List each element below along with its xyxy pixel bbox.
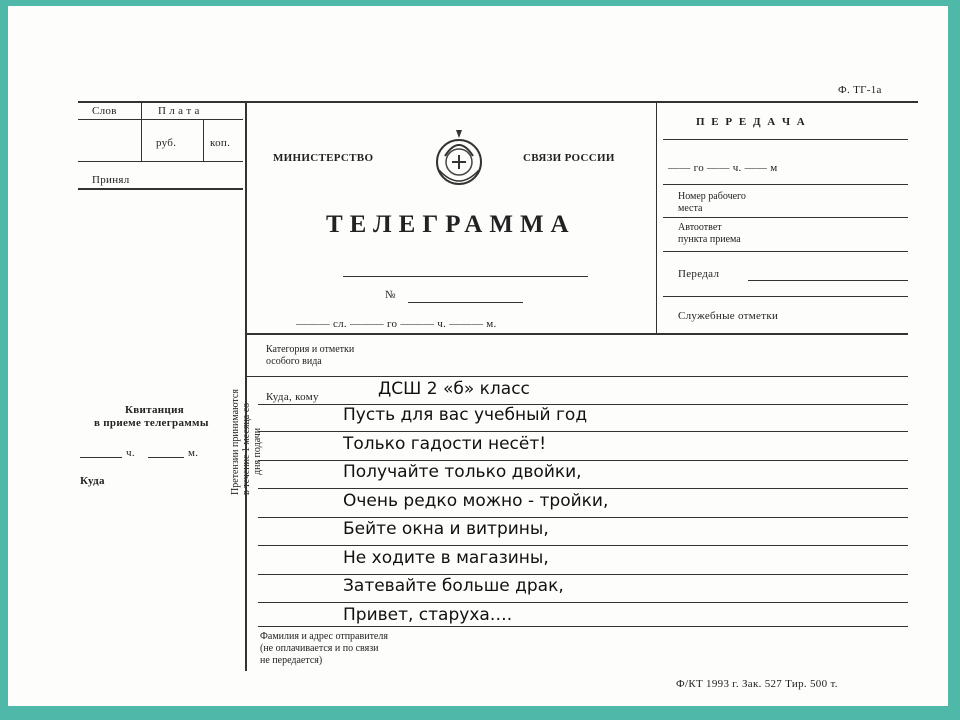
avto-label-2: пункта приема xyxy=(678,234,741,245)
ministry-label: МИНИСТЕРСТВО xyxy=(273,152,374,164)
message-line: Не ходите в магазины, xyxy=(343,548,549,568)
hours-label: ч. xyxy=(126,447,135,459)
telegram-form xyxy=(8,6,948,706)
peredal-label: Передал xyxy=(678,268,720,280)
message-line: Получайте только двойки, xyxy=(343,462,582,482)
message-line: Только гадости несёт! xyxy=(343,434,547,454)
kuda-label: Куда xyxy=(80,475,105,487)
peredal-line xyxy=(748,280,908,281)
slov-label: Слов xyxy=(92,105,117,117)
time-line xyxy=(80,457,122,458)
right-rule xyxy=(663,217,908,218)
priyal-label: Принял xyxy=(92,174,130,186)
sluzh-label: Служебные отметки xyxy=(678,310,779,322)
right-rule xyxy=(663,251,908,252)
right-divider xyxy=(656,101,657,333)
left-rule xyxy=(78,119,243,120)
message-line: Бейте окна и витрины, xyxy=(343,519,549,539)
receipt-title: Квитанция xyxy=(125,404,184,416)
time-line xyxy=(148,457,184,458)
body-rule xyxy=(258,488,908,489)
body-rule xyxy=(258,431,908,432)
body-rule xyxy=(258,517,908,518)
center-time-line: ——— сл. ——— го ——— ч. ——— м. xyxy=(296,318,497,330)
claims-line: в течение 1 месяца со xyxy=(241,402,252,495)
body-top-rule xyxy=(245,333,908,335)
right-rule xyxy=(663,184,908,185)
body-rule xyxy=(258,460,908,461)
coat-of-arms-icon xyxy=(425,126,493,194)
sender-label: Фамилия и адрес отправителя xyxy=(260,631,388,642)
message-line: Привет, старуха…. xyxy=(343,605,513,625)
category-label-2: особого вида xyxy=(266,356,322,367)
sender-label-3: не передается) xyxy=(260,655,323,666)
form-code: Ф. ТГ-1а xyxy=(838,84,882,96)
left-divider xyxy=(141,101,142,161)
right-rule xyxy=(663,139,908,140)
nomer-label: Номер рабочего xyxy=(678,191,746,202)
message-line: Затевайте больше драк, xyxy=(343,576,564,596)
message-line: Очень редко можно - тройки, xyxy=(343,491,609,511)
avto-label: Автоответ xyxy=(678,222,722,233)
nomer-label-2: места xyxy=(678,203,703,214)
message-line: Пусть для вас учебный год xyxy=(343,405,588,425)
right-time-line: —— го —— ч. —— м xyxy=(668,162,778,174)
left-rule xyxy=(78,161,243,162)
top-rule xyxy=(78,101,918,103)
body-rule xyxy=(245,376,908,377)
claims-line: дня подачи xyxy=(252,427,263,475)
sender-label-2: (не оплачивается и по связи xyxy=(260,643,379,654)
receipt-subtitle: в приеме телеграммы xyxy=(94,417,209,429)
rub-label: руб. xyxy=(156,137,177,149)
category-label: Категория и отметки xyxy=(266,344,355,355)
right-rule xyxy=(663,296,908,297)
number-label: № xyxy=(385,289,396,301)
body-rule xyxy=(258,545,908,546)
body-rule xyxy=(258,626,908,627)
minutes-label: м. xyxy=(188,447,199,459)
svyazi-label: СВЯЗИ РОССИИ xyxy=(523,152,615,164)
title-rule xyxy=(343,276,588,277)
kop-label: коп. xyxy=(210,137,231,149)
peredacha-label: П Е Р Е Д А Ч А xyxy=(696,116,807,128)
main-divider xyxy=(245,101,247,671)
telegram-title: ТЕЛЕГРАММА xyxy=(326,211,576,238)
footer-print-info: Ф/КТ 1993 г. Зак. 527 Тир. 500 т. xyxy=(676,678,838,690)
kuda-komu-label: Куда, кому xyxy=(266,391,319,403)
left-divider xyxy=(203,119,204,161)
body-rule xyxy=(258,602,908,603)
address-text: ДСШ 2 «б» класс xyxy=(378,379,530,399)
plata-label: П л а т а xyxy=(158,105,200,117)
claims-line: Претензии принимаются xyxy=(230,389,241,495)
body-rule xyxy=(258,574,908,575)
left-rule xyxy=(78,188,243,190)
number-line xyxy=(408,302,523,303)
